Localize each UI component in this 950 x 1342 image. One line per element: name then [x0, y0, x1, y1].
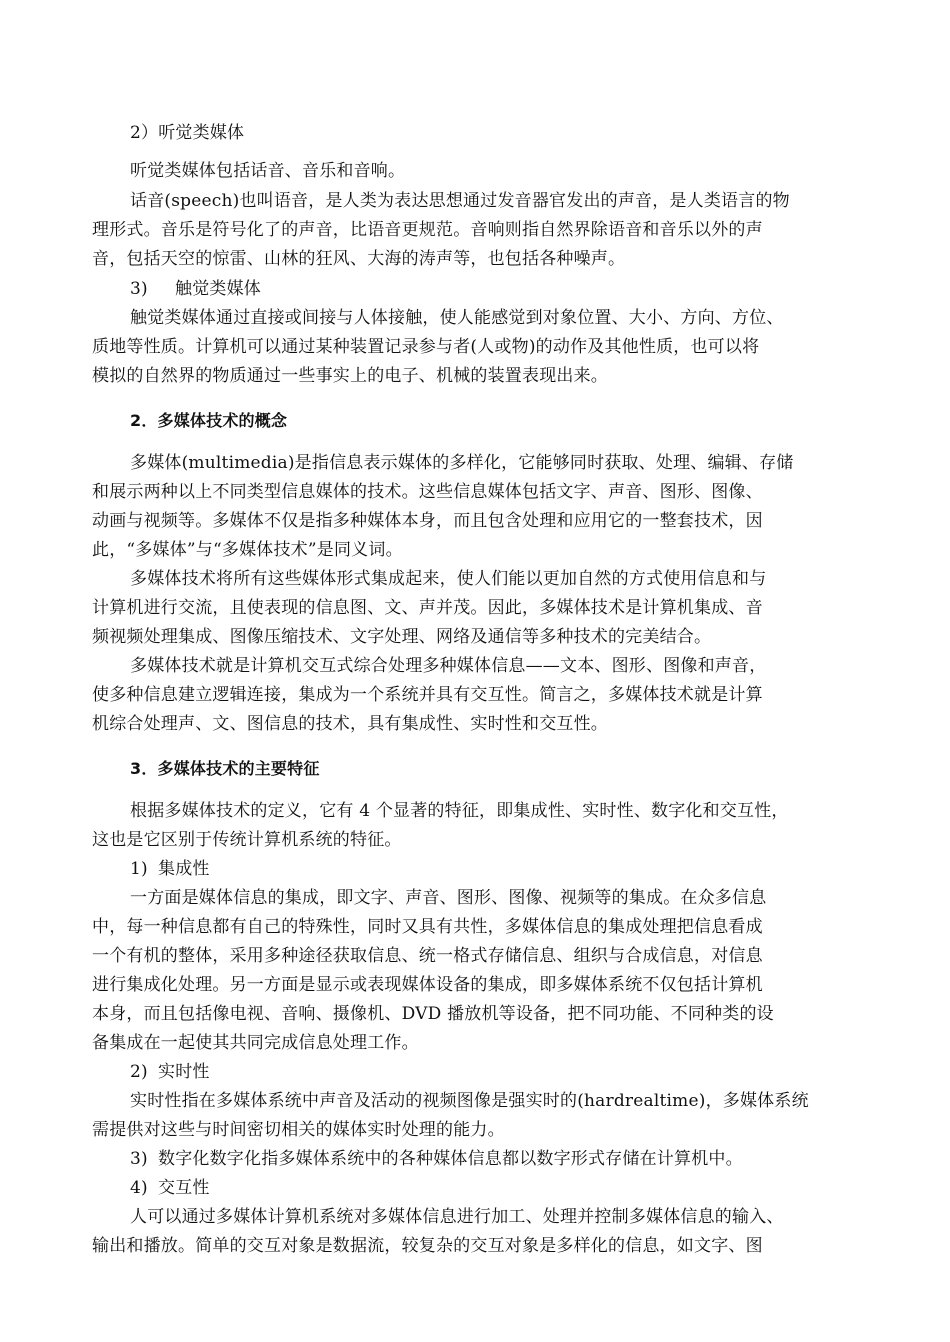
list-item-label: 数字化数字化指多媒体系统中的各种媒体信息都以数字形式存储在计算机中。 — [158, 1149, 743, 1169]
list-item-label: 实时性 — [158, 1062, 210, 1082]
text-line: 计算机进行交流，且使表现的信息图、文、声并茂。因此，多媒体技术是计算机集成、音 — [92, 598, 763, 618]
text-line: 需提供对这些与时间密切相关的媒体实时处理的能力。 — [92, 1120, 505, 1140]
text-line: 人可以通过多媒体计算机系统对多媒体信息进行加工、处理并控制多媒体信息的输入、 — [130, 1207, 784, 1227]
text-line: 中，每一种信息都有自己的特殊性，同时又具有共性，多媒体信息的集成处理把信息看成 — [92, 917, 763, 937]
section-heading: 2．多媒体技术的概念 — [130, 411, 288, 430]
text-line: 输出和播放。简单的交互对象是数据流，较复杂的交互对象是多样化的信息，如文字、图 — [92, 1236, 763, 1256]
text-line: 此，“多媒体”与“多媒体技术”是同义词。 — [92, 540, 403, 560]
list-item-number: 3) — [130, 279, 148, 299]
list-item-number: 3) — [130, 1149, 148, 1169]
text-line: 本身，而且包括像电视、音响、摄像机、DVD 播放机等设备，把不同功能、不同种类的设 — [92, 1004, 774, 1024]
text-line: 根据多媒体技术的定义，它有 4 个显著的特征，即集成性、实时性、数字化和交互性， — [130, 801, 789, 821]
text-line: 一方面是媒体信息的集成，即文字、声音、图形、图像、视频等的集成。在众多信息 — [130, 888, 767, 908]
list-item — [130, 278, 261, 300]
text-line: 备集成在一起使其共同完成信息处理工作。 — [92, 1033, 419, 1053]
list-item-label: 集成性 — [158, 859, 210, 879]
list-item — [130, 1148, 743, 1170]
section-heading: 3．多媒体技术的主要特征 — [130, 759, 320, 778]
text-line: 音，包括天空的惊雷、山林的狂风、大海的涛声等，也包括各种噪声。 — [92, 249, 626, 269]
text-line: 理形式。音乐是符号化了的声音，比语音更规范。音响则指自然界除语音和音乐以外的声 — [92, 220, 763, 240]
text-line: 使多种信息建立逻辑连接，集成为一个系统并具有交互性。简言之，多媒体技术就是计算 — [92, 685, 763, 705]
text-line: 触觉类媒体通过直接或间接与人体接触，使人能感觉到对象位置、大小、方向、方位、 — [130, 308, 784, 328]
list-item-number: 2) — [130, 1062, 148, 1082]
list-item — [130, 858, 210, 880]
text-line: 多媒体(multimedia)是指信息表示媒体的多样化，它能够同时获取、处理、编辑、存储 — [130, 453, 794, 473]
text-line: 和展示两种以上不同类型信息媒体的技术。这些信息媒体包括文字、声音、图形、图像、 — [92, 482, 763, 502]
list-item-label: 交互性 — [158, 1178, 210, 1198]
text-line: 实时性指在多媒体系统中声音及活动的视频图像是强实时的(hardrealtime)，多媒体系统 — [130, 1091, 809, 1111]
list-item — [130, 1061, 210, 1083]
text-line: 模拟的自然界的物质通过一些事实上的电子、机械的装置表现出来。 — [92, 366, 608, 386]
text-line: 听觉类媒体包括话音、音乐和音响。 — [130, 161, 406, 181]
list-item-number: 4) — [130, 1178, 148, 1198]
text-line: 话音(speech)也叫语音，是人类为表达思想通过发音器官发出的声音，是人类语言的物 — [130, 191, 790, 211]
text-line: 机综合处理声、文、图信息的技术，具有集成性、实时性和交互性。 — [92, 714, 608, 734]
text-line: 进行集成化处理。另一方面是显示或表现媒体设备的集成，即多媒体系统不仅包括计算机 — [92, 975, 763, 995]
text-line: 动画与视频等。多媒体不仅是指多种媒体本身，而且包含处理和应用它的一整套技术，因 — [92, 511, 763, 531]
list-item-label: 触觉类媒体 — [175, 279, 261, 299]
list-item — [130, 1177, 210, 1199]
text-line: 2）听觉类媒体 — [130, 123, 245, 143]
text-line: 多媒体技术将所有这些媒体形式集成起来，使人们能以更加自然的方式使用信息和与 — [130, 569, 767, 589]
text-line: 频视频处理集成、图像压缩技术、文字处理、网络及通信等多种技术的完美结合。 — [92, 627, 712, 647]
text-line: 一个有机的整体，采用多种途径获取信息、统一格式存储信息、组织与合成信息，对信息 — [92, 946, 763, 966]
text-line: 多媒体技术就是计算机交互式综合处理多种媒体信息——文本、图形、图像和声音， — [130, 656, 767, 676]
list-item-number: 1) — [130, 859, 148, 879]
text-line: 质地等性质。计算机可以通过某种装置记录参与者(人或物)的动作及其他性质，也可以将 — [92, 337, 760, 357]
text-line: 这也是它区别于传统计算机系统的特征。 — [92, 830, 402, 850]
